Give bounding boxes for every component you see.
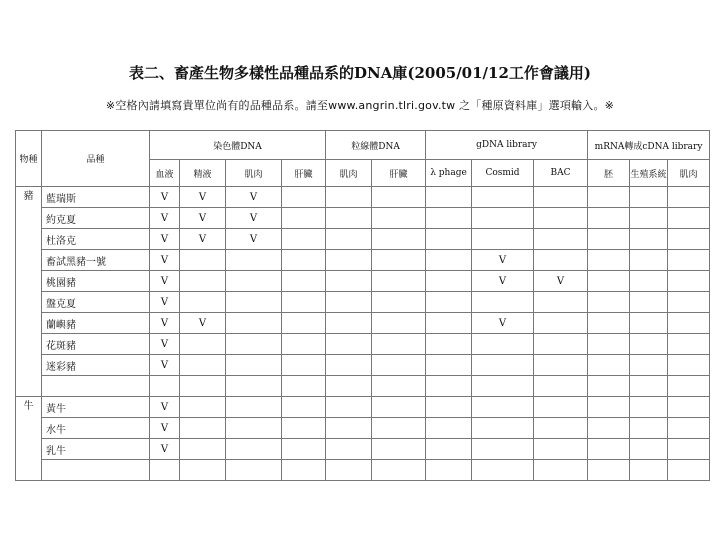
mark-cell: V xyxy=(180,208,226,229)
mark-cell xyxy=(630,418,668,439)
mark-cell xyxy=(534,208,588,229)
mark-cell xyxy=(668,229,710,250)
mark-cell xyxy=(668,334,710,355)
mark-cell xyxy=(326,292,372,313)
breed-name-cell: 藍瑞斯 xyxy=(42,187,150,208)
breed-name-cell: 花斑豬 xyxy=(42,334,150,355)
subheader-cell: 血液 xyxy=(150,160,180,187)
mark-cell xyxy=(226,292,282,313)
mark-cell: V xyxy=(180,187,226,208)
mark-cell xyxy=(426,229,472,250)
mark-cell xyxy=(282,208,326,229)
mark-cell xyxy=(326,355,372,376)
species-cell: 牛 xyxy=(16,397,42,481)
mark-cell xyxy=(326,208,372,229)
breed-name-cell: 杜洛克 xyxy=(42,229,150,250)
mark-cell xyxy=(588,250,630,271)
mark-cell: V xyxy=(534,271,588,292)
instruction-note: ※空格內請填寫貴單位尚有的品種品系。請至www.angrin.tlri.gov.tw 之「種原資料庫」選項輸入。※ xyxy=(105,99,615,112)
mark-cell xyxy=(426,208,472,229)
mark-cell xyxy=(472,376,534,397)
mark-cell xyxy=(630,397,668,418)
mark-cell xyxy=(372,292,426,313)
mark-cell: V xyxy=(226,229,282,250)
mark-cell xyxy=(372,418,426,439)
mark-cell xyxy=(426,250,472,271)
mark-cell xyxy=(226,271,282,292)
table-row xyxy=(16,271,710,292)
mark-cell xyxy=(180,334,226,355)
mark-cell: V xyxy=(150,334,180,355)
mark-cell xyxy=(282,271,326,292)
header-gdna-library: gDNA library xyxy=(426,131,588,160)
mark-cell xyxy=(150,460,180,481)
mark-cell xyxy=(226,418,282,439)
breed-name-cell: 盤克夏 xyxy=(42,292,150,313)
mark-cell xyxy=(472,397,534,418)
mark-cell xyxy=(426,439,472,460)
mark-cell xyxy=(472,439,534,460)
mark-cell xyxy=(630,313,668,334)
mark-cell xyxy=(630,208,668,229)
mark-cell xyxy=(226,376,282,397)
mark-cell xyxy=(372,313,426,334)
breed-name-cell: 約克夏 xyxy=(42,208,150,229)
mark-cell xyxy=(282,229,326,250)
header-chromosome-dna: 染色體DNA xyxy=(150,131,326,160)
mark-cell xyxy=(426,397,472,418)
mark-cell xyxy=(668,187,710,208)
mark-cell xyxy=(180,271,226,292)
subheader-cell: 肝臟 xyxy=(282,160,326,187)
mark-cell xyxy=(282,250,326,271)
mark-cell xyxy=(180,418,226,439)
mark-cell xyxy=(668,355,710,376)
mark-cell xyxy=(426,187,472,208)
mark-cell xyxy=(588,334,630,355)
mark-cell xyxy=(630,271,668,292)
mark-cell xyxy=(326,313,372,334)
subheader-cell: 胚 xyxy=(588,160,630,187)
mark-cell xyxy=(426,460,472,481)
header-mrna-library: mRNA轉成cDNA library xyxy=(588,131,710,160)
mark-cell: V xyxy=(472,313,534,334)
mark-cell: V xyxy=(150,439,180,460)
mark-cell xyxy=(534,376,588,397)
breed-name-cell: 水牛 xyxy=(42,418,150,439)
mark-cell xyxy=(326,439,372,460)
subheader-cell: 肌肉 xyxy=(326,160,372,187)
mark-cell xyxy=(588,292,630,313)
mark-cell xyxy=(630,250,668,271)
mark-cell xyxy=(426,313,472,334)
mark-cell: V xyxy=(150,250,180,271)
mark-cell xyxy=(534,250,588,271)
mark-cell xyxy=(668,250,710,271)
mark-cell: V xyxy=(150,229,180,250)
mark-cell xyxy=(372,355,426,376)
table-row xyxy=(16,208,710,229)
mark-cell xyxy=(282,460,326,481)
mark-cell xyxy=(426,376,472,397)
mark-cell xyxy=(668,208,710,229)
table-row xyxy=(16,418,710,439)
mark-cell xyxy=(588,418,630,439)
mark-cell: V xyxy=(180,313,226,334)
mark-cell xyxy=(472,334,534,355)
mark-cell xyxy=(372,208,426,229)
mark-cell xyxy=(426,334,472,355)
mark-cell xyxy=(150,376,180,397)
mark-cell xyxy=(426,271,472,292)
mark-cell xyxy=(534,292,588,313)
mark-cell xyxy=(180,355,226,376)
table-row xyxy=(16,229,710,250)
mark-cell xyxy=(282,313,326,334)
document-title: 表二、畜產生物多樣性品種品系的DNA庫(2005/01/12工作會議用) xyxy=(128,64,591,82)
mark-cell xyxy=(534,418,588,439)
mark-cell xyxy=(588,376,630,397)
mark-cell xyxy=(588,208,630,229)
mark-cell xyxy=(282,292,326,313)
breed-name-cell xyxy=(42,376,150,397)
mark-cell xyxy=(668,313,710,334)
mark-cell xyxy=(326,271,372,292)
mark-cell xyxy=(372,439,426,460)
mark-cell xyxy=(326,397,372,418)
mark-cell xyxy=(630,439,668,460)
mark-cell xyxy=(588,460,630,481)
mark-cell xyxy=(668,418,710,439)
mark-cell xyxy=(326,418,372,439)
mark-cell xyxy=(534,313,588,334)
mark-cell xyxy=(180,397,226,418)
mark-cell xyxy=(588,397,630,418)
mark-cell: V xyxy=(150,355,180,376)
mark-cell: V xyxy=(226,208,282,229)
mark-cell xyxy=(588,439,630,460)
mark-cell xyxy=(630,292,668,313)
mark-cell xyxy=(180,439,226,460)
mark-cell xyxy=(472,187,534,208)
breed-name-cell xyxy=(42,460,150,481)
mark-cell xyxy=(326,229,372,250)
table-row xyxy=(16,376,710,397)
table-row xyxy=(16,313,710,334)
header-species: 物種 xyxy=(16,131,42,187)
mark-cell xyxy=(668,460,710,481)
mark-cell xyxy=(472,229,534,250)
mark-cell xyxy=(534,187,588,208)
header-breed: 品種 xyxy=(42,131,150,187)
mark-cell xyxy=(372,250,426,271)
mark-cell xyxy=(630,334,668,355)
mark-cell xyxy=(326,187,372,208)
dna-library-table xyxy=(15,130,710,481)
mark-cell xyxy=(588,271,630,292)
mark-cell xyxy=(426,292,472,313)
mark-cell xyxy=(180,376,226,397)
subheader-cell: λ phage xyxy=(426,160,472,187)
breed-name-cell: 桃園豬 xyxy=(42,271,150,292)
mark-cell xyxy=(372,187,426,208)
mark-cell xyxy=(588,187,630,208)
subheader-cell: Cosmid xyxy=(472,160,534,187)
mark-cell xyxy=(326,250,372,271)
mark-cell xyxy=(668,376,710,397)
mark-cell xyxy=(426,418,472,439)
mark-cell: V xyxy=(472,271,534,292)
subheader-cell: 肝臟 xyxy=(372,160,426,187)
mark-cell xyxy=(534,439,588,460)
breed-name-cell: 蘭嶼豬 xyxy=(42,313,150,334)
mark-cell xyxy=(472,460,534,481)
mark-cell xyxy=(534,460,588,481)
mark-cell xyxy=(372,229,426,250)
mark-cell xyxy=(668,397,710,418)
mark-cell: V xyxy=(150,208,180,229)
mark-cell xyxy=(630,460,668,481)
mark-cell xyxy=(668,439,710,460)
mark-cell xyxy=(534,229,588,250)
mark-cell: V xyxy=(150,313,180,334)
mark-cell xyxy=(282,439,326,460)
mark-cell xyxy=(226,460,282,481)
species-cell: 豬 xyxy=(16,187,42,397)
mark-cell xyxy=(226,334,282,355)
mark-cell xyxy=(472,208,534,229)
subheader-cell: 生殖系統 xyxy=(630,160,668,187)
mark-cell xyxy=(472,292,534,313)
mark-cell: V xyxy=(150,397,180,418)
table-row xyxy=(16,460,710,481)
mark-cell xyxy=(180,250,226,271)
mark-cell xyxy=(226,355,282,376)
mark-cell xyxy=(588,313,630,334)
mark-cell: V xyxy=(150,187,180,208)
mark-cell xyxy=(372,271,426,292)
mark-cell xyxy=(630,187,668,208)
mark-cell xyxy=(668,292,710,313)
mark-cell xyxy=(326,376,372,397)
mark-cell xyxy=(326,460,372,481)
mark-cell xyxy=(472,418,534,439)
breed-name-cell: 畜試黑豬一號 xyxy=(42,250,150,271)
mark-cell xyxy=(534,334,588,355)
mark-cell xyxy=(630,355,668,376)
header-mitochondrial-dna: 粒線體DNA xyxy=(326,131,426,160)
mark-cell xyxy=(588,355,630,376)
mark-cell xyxy=(180,460,226,481)
mark-cell xyxy=(372,460,426,481)
table-row xyxy=(16,250,710,271)
mark-cell xyxy=(282,376,326,397)
subheader-cell: 精液 xyxy=(180,160,226,187)
breed-name-cell: 迷彩豬 xyxy=(42,355,150,376)
mark-cell xyxy=(372,397,426,418)
mark-cell: V xyxy=(150,271,180,292)
breed-name-cell: 乳牛 xyxy=(42,439,150,460)
mark-cell xyxy=(226,313,282,334)
mark-cell xyxy=(588,229,630,250)
mark-cell xyxy=(668,271,710,292)
mark-cell: V xyxy=(180,229,226,250)
mark-cell: V xyxy=(226,187,282,208)
table-row xyxy=(16,292,710,313)
mark-cell: V xyxy=(150,292,180,313)
subheader-cell: BAC xyxy=(534,160,588,187)
table-row xyxy=(16,334,710,355)
mark-cell xyxy=(180,292,226,313)
breed-name-cell: 黃牛 xyxy=(42,397,150,418)
mark-cell xyxy=(226,250,282,271)
mark-cell xyxy=(372,376,426,397)
mark-cell xyxy=(282,397,326,418)
mark-cell xyxy=(282,187,326,208)
mark-cell xyxy=(282,334,326,355)
table-row xyxy=(16,439,710,460)
mark-cell: V xyxy=(150,418,180,439)
table-row xyxy=(16,355,710,376)
mark-cell: V xyxy=(472,250,534,271)
mark-cell xyxy=(372,334,426,355)
subheader-cell: 肌肉 xyxy=(226,160,282,187)
mark-cell xyxy=(630,229,668,250)
mark-cell xyxy=(630,376,668,397)
mark-cell xyxy=(282,355,326,376)
mark-cell xyxy=(426,355,472,376)
subheader-cell: 肌肉 xyxy=(668,160,710,187)
table-row xyxy=(16,187,710,208)
mark-cell xyxy=(534,397,588,418)
table-row xyxy=(16,397,710,418)
mark-cell xyxy=(226,439,282,460)
mark-cell xyxy=(534,355,588,376)
mark-cell xyxy=(282,418,326,439)
mark-cell xyxy=(226,397,282,418)
mark-cell xyxy=(472,355,534,376)
mark-cell xyxy=(326,334,372,355)
